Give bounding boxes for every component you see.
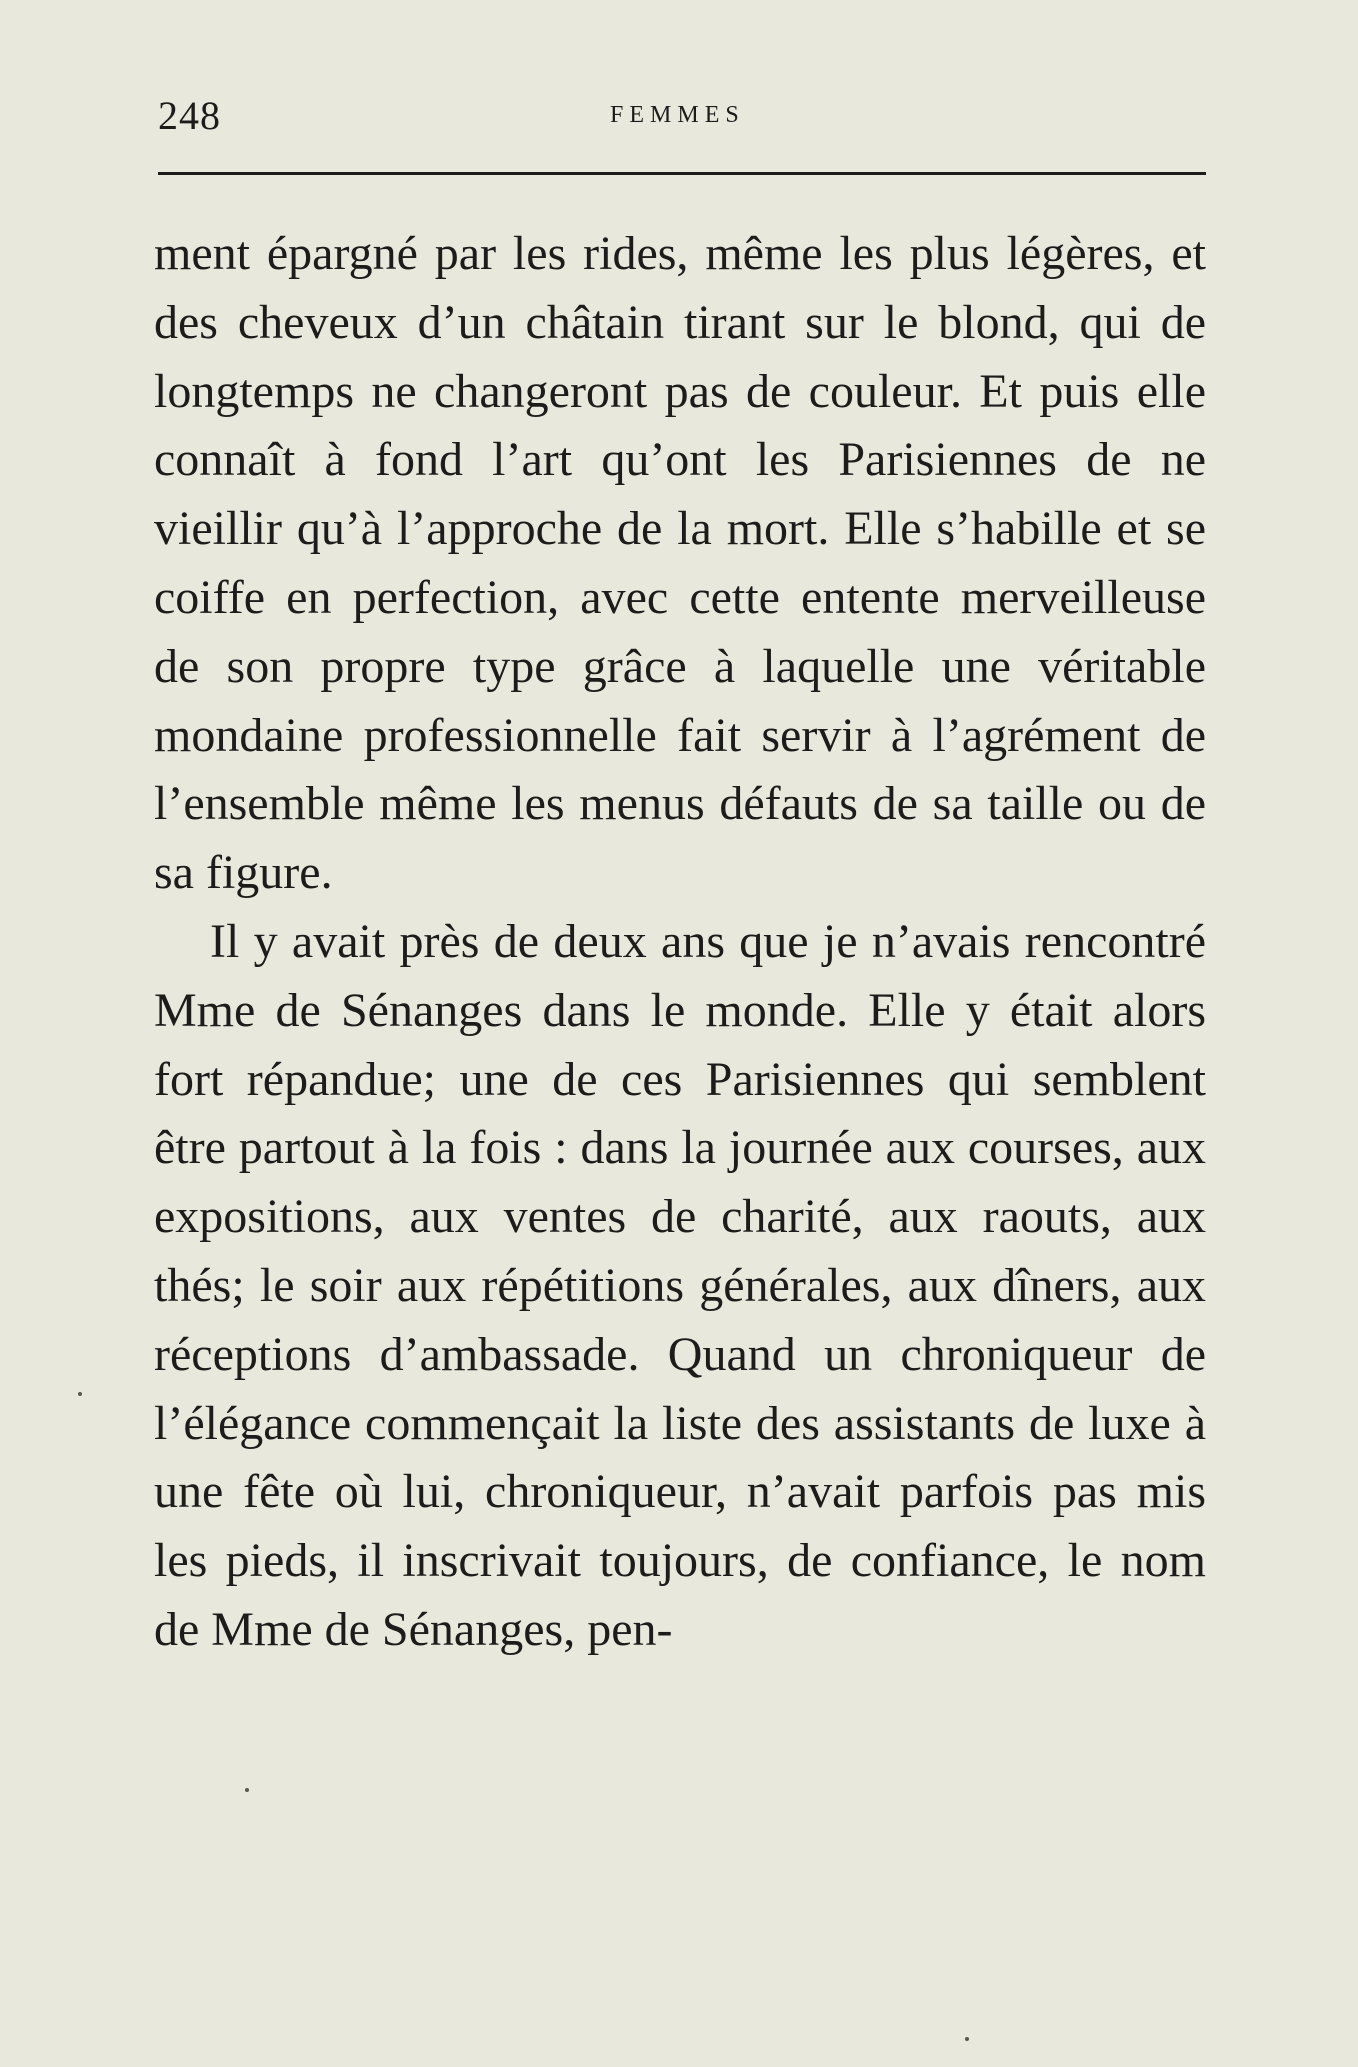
paragraph-2: Il y avait près de deux ans que je n’avais rencontré Mme de Sénanges dans le monde. Elle y était alors fort répandue; une de ces Parisiennes qui semblent être partout à la fois : dans la journée aux courses, aux expositions, aux ventes de charité, aux raouts, aux thés; le soir aux répétitions générales, aux dîners, aux réceptions d’ambassade. Quand un chroniqueur de l’élégance commençait la liste des assistants de luxe à une fête où lui, chroniqueur, n’avait parfois pas mis les pieds, il inscrivait toujours, de confiance, le nom de Mme de Sénanges, pen-	[154, 914, 1206, 1656]
margin-speck	[245, 1788, 249, 1792]
page-number: 248	[158, 93, 221, 138]
header-rule	[158, 172, 1206, 175]
body-text	[154, 220, 1206, 1665]
margin-speck	[965, 2037, 969, 2041]
running-title: FEMMES	[610, 102, 745, 128]
running-head	[158, 92, 1206, 142]
margin-speck	[78, 1392, 82, 1396]
paragraph-1: ment épargné par les rides, même les plus légères, et des cheveux d’un châtain tirant sur le blond, qui de longtemps ne changeront pas de couleur. Et puis elle connaît à fond l’art qu’ont les Parisiennes de ne vieillir qu’à l’approche de la mort. Elle s’habille et se coiffe en perfection, avec cette entente merveilleuse de son propre type grâce à laquelle une véritable mondaine professionnelle fait servir à l’agrément de l’ensemble même les menus défauts de sa taille ou de sa figure.	[154, 227, 1206, 900]
